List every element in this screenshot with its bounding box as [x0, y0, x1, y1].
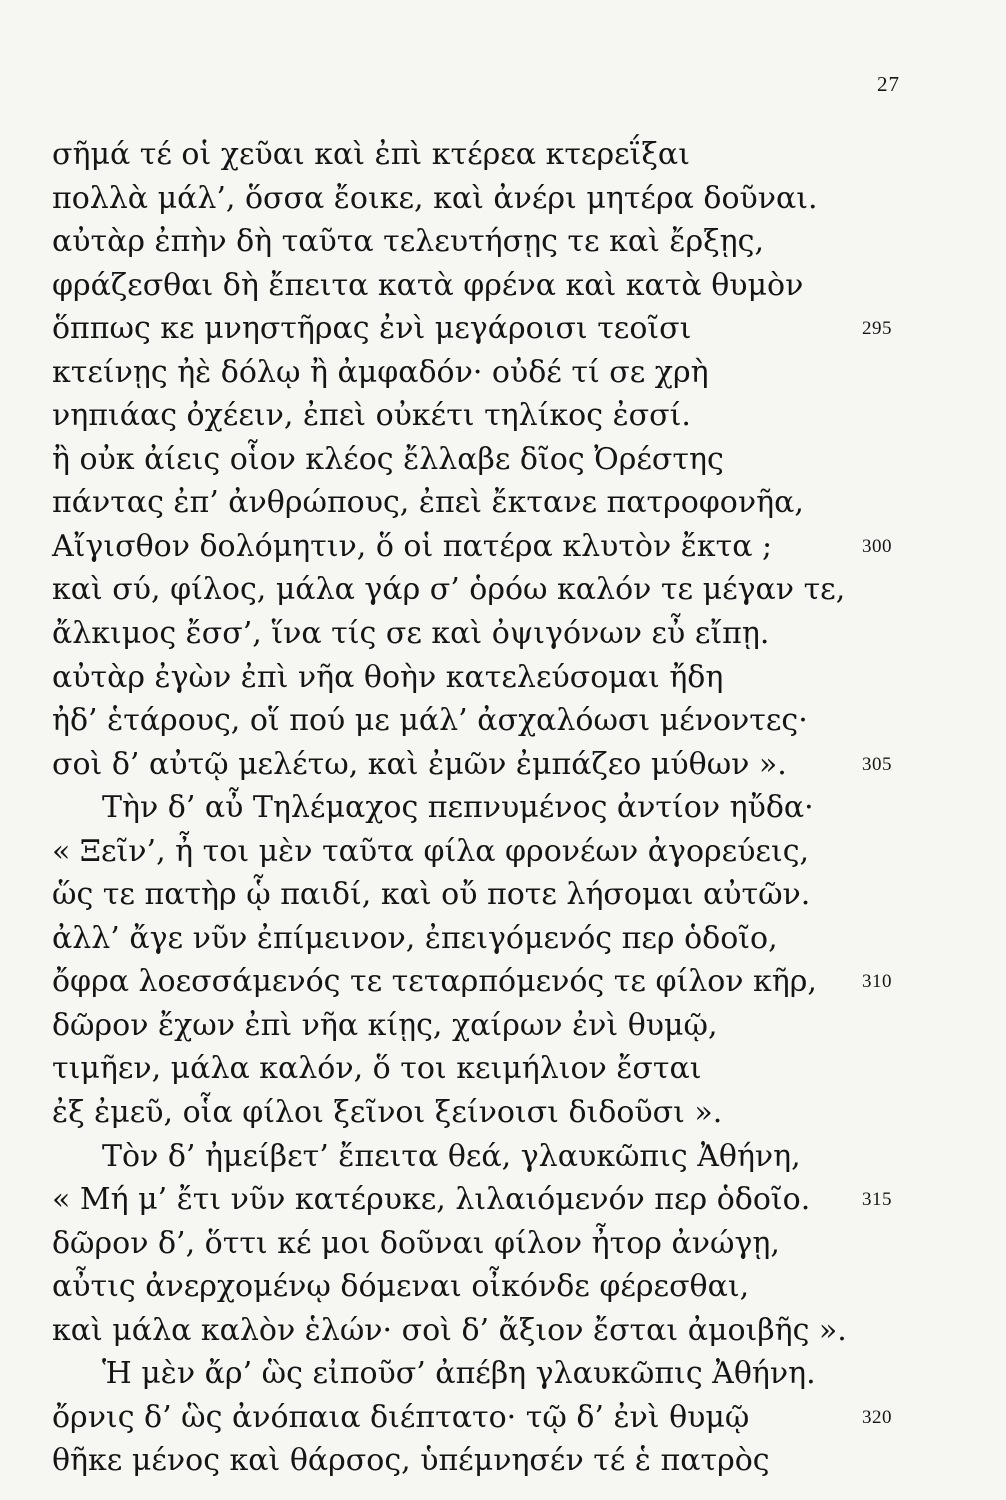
verse-line	[52, 1091, 952, 1135]
verse-line-text: Ἡ μὲν ἄρ’ ὣς εἰποῦσ’ ἀπέβη γλαυκῶπις Ἀθήνη.	[102, 1356, 816, 1392]
verse-line	[52, 438, 952, 482]
verse-line	[52, 612, 952, 656]
verse-line	[52, 1396, 952, 1440]
verse-line-text: ὥς τε πατὴρ ᾧ παιδί, καὶ οὔ ποτε λήσομαι αὐτῶν.	[52, 877, 811, 913]
verse-line	[52, 873, 952, 917]
verse-line	[52, 786, 952, 830]
line-number: 305	[862, 753, 892, 775]
verse-line	[52, 699, 952, 743]
verse-line-text: Τὸν δ’ ἠμείβετ’ ἔπειτα θεά, γλαυκῶπις Ἀθήνη,	[102, 1138, 801, 1174]
verse-line	[52, 307, 952, 351]
verse-line-text: νηπιάας ὀχέειν, ἐπεὶ οὐκέτι τηλίκος ἐσσί.	[52, 398, 691, 434]
verse-line	[52, 1135, 952, 1179]
verse-line-text: καὶ μάλα καλὸν ἑλών· σοὶ δ’ ἄξιον ἔσται ἀμοιβῆς ».	[52, 1312, 847, 1348]
line-number: 300	[862, 535, 892, 557]
verse-line-text: κτείνῃς ἠὲ δόλῳ ἢ ἀμφαδόν· οὐδέ τί σε χρὴ	[52, 354, 709, 390]
verse-line-text: ὅππως κε μνηστῆρας ἐνὶ μεγάροισι τεοῖσι	[52, 311, 692, 347]
verse-line	[52, 394, 952, 438]
verse-line	[52, 351, 952, 395]
verse-line-text: ὄφρα λοεσσάμενός τε τεταρπόμενός τε φίλον κῆρ,	[52, 964, 817, 1000]
verse-line	[52, 830, 952, 874]
verse-line-text: πολλὰ μάλ’, ὅσσα ἔοικε, καὶ ἀνέρι μητέρα δοῦναι.	[52, 180, 818, 216]
verse-line-text: « Μή μ’ ἔτι νῦν κατέρυκε, λιλαιόμενόν περ ὁδοῖο.	[52, 1182, 811, 1218]
verse-line-text: θῆκε μένος καὶ θάρσος, ὑπέμνησέν τέ ἑ πατρὸς	[52, 1443, 770, 1479]
line-number: 320	[862, 1406, 892, 1428]
verse-line-text: καὶ σύ, φίλος, μάλα γάρ σ’ ὁρόω καλόν τε μέγαν τε,	[52, 572, 846, 608]
verse-line-text: τιμῆεν, μάλα καλόν, ὅ τοι κειμήλιον ἔσται	[52, 1051, 702, 1087]
verse-line-text: φράζεσθαι δὴ ἔπειτα κατὰ φρένα καὶ κατὰ θυμὸν	[52, 267, 804, 303]
verse-line	[52, 177, 952, 221]
verse-line-text: αὐτὰρ ἐγὼν ἐπὶ νῆα θοὴν κατελεύσομαι ἤδη	[52, 659, 724, 695]
verse-text	[52, 133, 952, 1483]
verse-line	[52, 656, 952, 700]
verse-line-text: Τὴν δ’ αὖ Τηλέμαχος πεπνυμένος ἀντίον ηὔδα·	[102, 790, 814, 826]
verse-line	[52, 1178, 952, 1222]
verse-line	[52, 1004, 952, 1048]
verse-line	[52, 525, 952, 569]
verse-line	[52, 960, 952, 1004]
verse-line	[52, 481, 952, 525]
verse-line-text: δῶρον δ’, ὅττι κέ μοι δοῦναι φίλον ἦτορ ἀνώγῃ,	[52, 1225, 780, 1261]
verse-line-text: ἢ οὐκ ἀίεις οἷον κλέος ἔλλαβε δῖος Ὀρέστης	[52, 441, 724, 477]
verse-line-text: αὖτις ἀνερχομένῳ δόμεναι οἶκόνδε φέρεσθαι,	[52, 1269, 750, 1305]
page-number: 27	[877, 72, 900, 96]
verse-line	[52, 1265, 952, 1309]
line-number: 315	[862, 1189, 892, 1211]
verse-line-text: δῶρον ἔχων ἐπὶ νῆα κίῃς, χαίρων ἐνὶ θυμῷ,	[52, 1007, 718, 1043]
verse-line-text: ὄρνις δ’ ὣς ἀνόπαια διέπτατο· τῷ δ’ ἐνὶ θυμῷ	[52, 1399, 750, 1435]
verse-line	[52, 1309, 952, 1353]
verse-line	[52, 917, 952, 961]
verse-line	[52, 133, 952, 177]
verse-line	[52, 568, 952, 612]
line-number: 310	[862, 971, 892, 993]
verse-line	[52, 1047, 952, 1091]
verse-line	[52, 1222, 952, 1266]
line-number: 295	[862, 318, 892, 340]
verse-line-text: Αἴγισθον δολόμητιν, ὅ οἱ πατέρα κλυτὸν ἔκτα ;	[52, 528, 773, 564]
verse-line-text: πάντας ἐπ’ ἀνθρώπους, ἐπεὶ ἔκτανε πατροφονῆα,	[52, 485, 804, 521]
verse-line	[52, 220, 952, 264]
verse-line	[52, 1439, 952, 1483]
verse-line-text: « Ξεῖν’, ἦ τοι μὲν ταῦτα φίλα φρονέων ἀγορεύεις,	[52, 833, 810, 869]
verse-line-text: ἀλλ’ ἄγε νῦν ἐπίμεινον, ἐπειγόμενός περ ὁδοῖο,	[52, 920, 778, 956]
verse-line	[52, 1352, 952, 1396]
verse-line-text: σοὶ δ’ αὐτῷ μελέτω, καὶ ἐμῶν ἐμπάζεο μύθων ».	[52, 746, 787, 782]
verse-line-text: σῆμά τέ οἱ χεῦαι καὶ ἐπὶ κτέρεα κτερεΐξαι	[52, 137, 690, 172]
verse-line	[52, 264, 952, 308]
verse-line-text: ἐξ ἐμεῦ, οἷα φίλοι ξεῖνοι ξείνοισι διδοῦσι ».	[52, 1095, 723, 1131]
verse-line-text: αὐτὰρ ἐπὴν δὴ ταῦτα τελευτήσῃς τε καὶ ἔρξῃς,	[52, 224, 764, 260]
verse-line-text: ἄλκιμος ἔσσ’, ἵνα τίς σε καὶ ὀψιγόνων εὖ εἴπῃ.	[52, 616, 770, 652]
verse-line-text: ἠδ’ ἑτάρους, οἵ πού με μάλ’ ἀσχαλόωσι μένοντες·	[52, 703, 808, 739]
verse-line	[52, 743, 952, 787]
